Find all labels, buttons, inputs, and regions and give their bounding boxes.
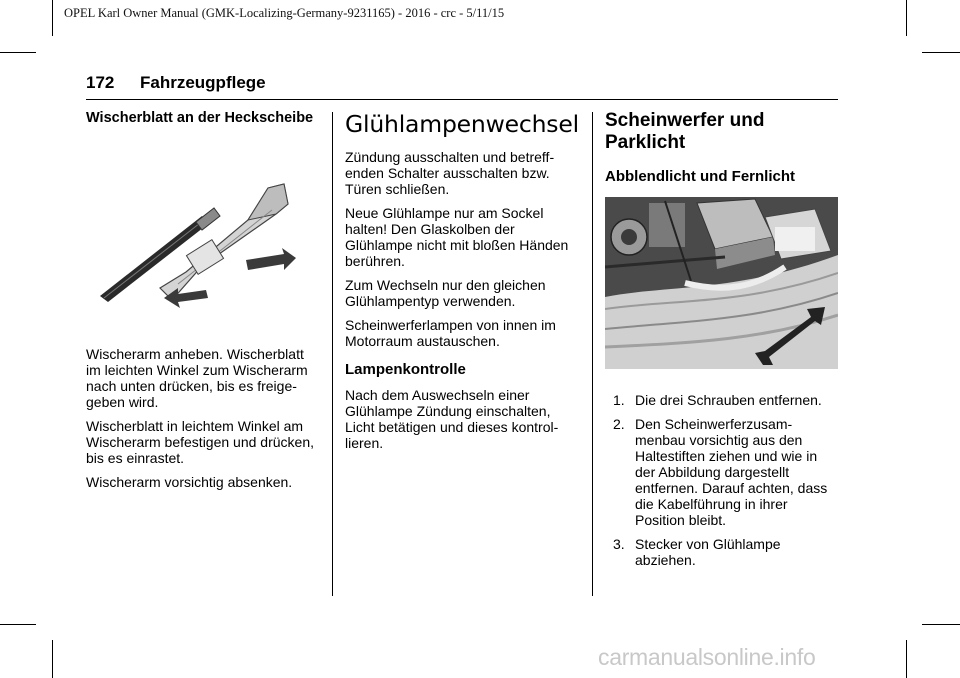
column-3-steps [605, 392, 839, 576]
step-list [605, 392, 839, 568]
step-number: 3. [613, 536, 625, 552]
crop-mark [0, 624, 36, 625]
paragraph: Wischerarm anheben. Wischerblatt im leichten Winkel zum Wischerarm nach unten drücken, bis es freige- geben wird. [86, 346, 308, 410]
paragraph: Wischerarm vorsichtig absenken. [86, 474, 293, 490]
crop-mark [52, 640, 53, 678]
paragraph: Nach dem Auswechseln einer Glühlampe Zündung einschalten, Licht betätigen und dieses kontrol- lieren. [345, 387, 559, 451]
list-item [605, 392, 839, 408]
paragraph: Zündung ausschalten und betreff- enden Schalter ausschalten bzw. Türen schließen. [345, 149, 555, 197]
page-header [86, 72, 838, 94]
section-heading: Glühlampenwechsel [345, 110, 579, 138]
list-item [605, 536, 839, 568]
wiper-blade-illustration [98, 180, 312, 316]
subsection-heading: Lampenkontrolle [345, 361, 466, 378]
column-divider [332, 112, 333, 596]
paragraph: Wischerblatt in leichtem Winkel am Wischerarm befestigen und drücken, bis es einrastet. [86, 418, 314, 466]
document-meta: OPEL Karl Owner Manual (GMK-Localizing-Germany-9231165) - 2016 - crc - 5/11/15 [64, 6, 505, 20]
column-3 [605, 110, 839, 194]
headlight-photo [605, 197, 838, 369]
crop-mark [922, 624, 960, 625]
column-divider [592, 112, 593, 596]
step-number: 2. [613, 416, 625, 432]
crop-mark [0, 52, 36, 53]
crop-mark [906, 640, 907, 678]
crop-mark [52, 0, 53, 36]
crop-mark [922, 52, 960, 53]
paragraph: Zum Wechseln nur den gleichen Glühlampentyp verwenden. [345, 277, 546, 309]
step-text: Stecker von Glühlampe abziehen. [635, 536, 781, 568]
column-1-text [86, 346, 320, 498]
paragraph: Scheinwerferlampen von innen im Motorraum austauschen. [345, 317, 556, 349]
section-heading: Scheinwerfer und Parklicht [605, 110, 765, 153]
step-text: Die drei Schrauben entfernen. [635, 392, 822, 408]
step-number: 1. [613, 392, 625, 408]
page-number: 172 [86, 73, 115, 92]
section-heading: Wischerblatt an der Heckscheibe [86, 110, 314, 126]
paragraph: Neue Glühlampe nur am Sockel halten! Den Glaskolben der Glühlampe nicht mit bloßen Händen berühren. [345, 205, 569, 269]
step-text: Den Scheinwerferzusam- menbau vorsichtig aus den Haltestiften ziehen und wie in der Abbildung dargestellt entfernen. Darauf achten, dass die Kabelführung in ihrer Position bleibt. [635, 416, 828, 528]
list-item [605, 416, 839, 528]
page-title: Fahrzeugpflege [140, 73, 266, 92]
watermark: carmanualsonline.info [598, 644, 816, 670]
column-2 [345, 110, 577, 459]
crop-mark [906, 0, 907, 36]
subsection-heading: Abblendlicht und Fernlicht [605, 168, 795, 185]
column-1 [86, 110, 320, 127]
header-rule [86, 99, 838, 100]
